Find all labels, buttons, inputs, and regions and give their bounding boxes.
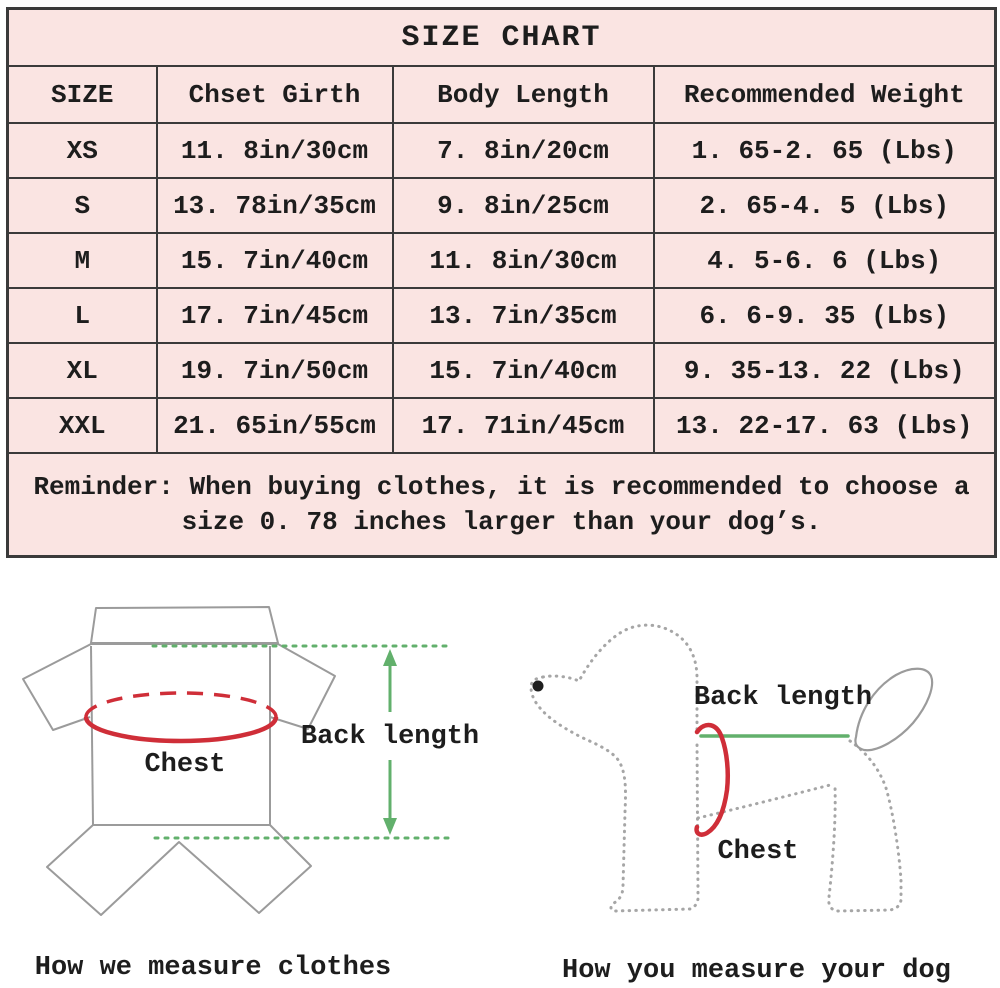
table-cell: 13. 7in/35cm <box>393 288 654 343</box>
table-cell: 15. 7in/40cm <box>157 233 393 288</box>
clothes-chest-ellipse <box>86 693 276 741</box>
table-cell: 1. 65-2. 65 (Lbs) <box>654 123 996 178</box>
table-row-xl <box>8 343 996 398</box>
dog-chest-measure-curve <box>697 725 728 835</box>
table-title: SIZE CHART <box>8 9 996 67</box>
table-row-xxl <box>8 398 996 453</box>
table-row-l <box>8 288 996 343</box>
header-row <box>8 66 996 123</box>
column-header-weight: Recommended Weight <box>654 66 996 123</box>
dog-diagram-caption: How you measure your dog <box>562 956 951 986</box>
table-row-s <box>8 178 996 233</box>
dog-back-length-label: Back length <box>693 683 873 713</box>
table-cell: M <box>8 233 157 288</box>
chest-ellipse-solid-bottom <box>86 717 276 741</box>
title-row <box>8 9 996 67</box>
sleeve-right <box>270 644 335 729</box>
arrowhead-up <box>383 649 397 666</box>
collar-outline <box>91 607 278 643</box>
reminder-line-2: size 0. 78 inches larger than your dog’s. <box>181 506 822 537</box>
clothes-chest-label: Chest <box>144 750 226 780</box>
dog-head-outline <box>543 625 697 733</box>
table-cell: 17. 7in/45cm <box>157 288 393 343</box>
table-cell: 7. 8in/20cm <box>393 123 654 178</box>
table-cell: XXL <box>8 398 157 453</box>
chest-ellipse-dashed-top <box>86 693 276 717</box>
body-left-edge <box>91 646 93 825</box>
table-cell: 6. 6-9. 35 (Lbs) <box>654 288 996 343</box>
table-cell: 13. 78in/35cm <box>157 178 393 233</box>
table-cell: 11. 8in/30cm <box>157 123 393 178</box>
table-cell: S <box>8 178 157 233</box>
table-cell: 13. 22-17. 63 (Lbs) <box>654 398 996 453</box>
table-cell: 9. 8in/25cm <box>393 178 654 233</box>
column-header-girth: Chset Girth <box>157 66 393 123</box>
dog-rear-leg-outline <box>829 741 901 911</box>
column-header-length: Body Length <box>393 66 654 123</box>
table-cell: 17. 71in/45cm <box>393 398 654 453</box>
table-cell: XS <box>8 123 157 178</box>
dog-belly-line <box>698 784 834 818</box>
clothes-back-length-label: Back length <box>300 722 480 752</box>
reminder-row <box>8 453 996 557</box>
dog-diagram <box>531 625 901 911</box>
table-cell: XL <box>8 343 157 398</box>
table-row-m <box>8 233 996 288</box>
column-header-size: SIZE <box>8 66 157 123</box>
clothes-diagram-caption: How we measure clothes <box>34 953 392 983</box>
table-cell: 11. 8in/30cm <box>393 233 654 288</box>
table-cell: 4. 5-6. 6 (Lbs) <box>654 233 996 288</box>
table-cell: 15. 7in/40cm <box>393 343 654 398</box>
reminder-note <box>8 453 996 557</box>
reminder-line-1: Reminder: When buying clothes, it is recommended to choose a <box>33 471 970 502</box>
dog-nose <box>533 681 544 692</box>
arrowhead-down <box>383 818 397 835</box>
sleeve-left <box>23 644 91 730</box>
size-chart-table <box>6 7 997 558</box>
table-cell: L <box>8 288 157 343</box>
table-cell: 19. 7in/50cm <box>157 343 393 398</box>
table-cell: 21. 65in/55cm <box>157 398 393 453</box>
table-row-xs <box>8 123 996 178</box>
table-cell: 9. 35-13. 22 (Lbs) <box>654 343 996 398</box>
table-cell: 2. 65-4. 5 (Lbs) <box>654 178 996 233</box>
dog-chest-label: Chest <box>717 837 799 867</box>
dog-face-chest-frontleg-outline <box>531 677 698 911</box>
